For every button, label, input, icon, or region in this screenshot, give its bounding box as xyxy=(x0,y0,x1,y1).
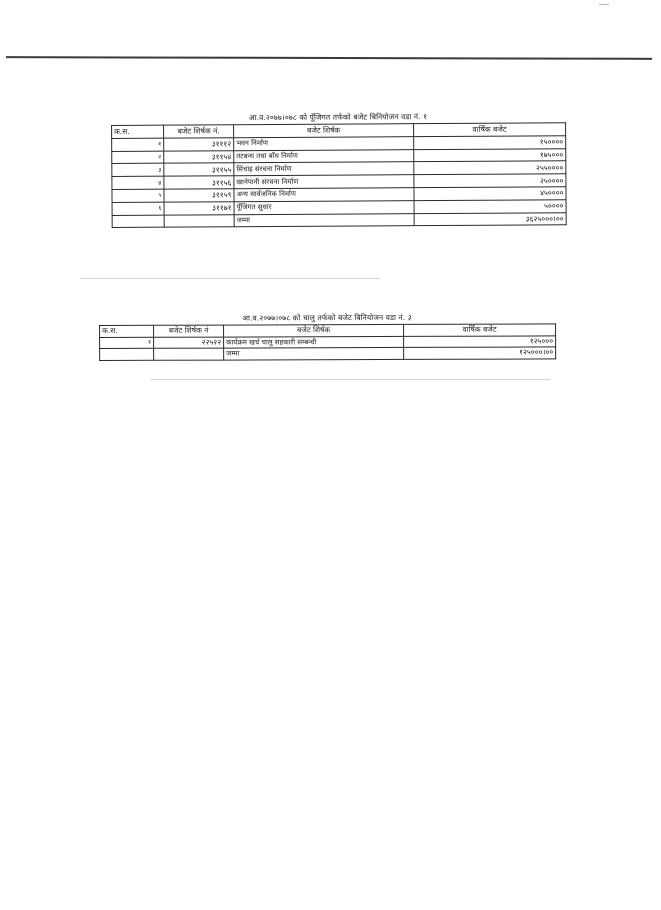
total-sn-empty xyxy=(100,348,154,360)
row-sn: ५ xyxy=(112,189,164,202)
table-total-row xyxy=(112,212,566,228)
row-title: भवन निर्माण xyxy=(234,136,414,150)
capital-budget-section xyxy=(111,111,566,228)
row-amount: ५०००० xyxy=(414,200,566,214)
row-amount: १२५००० xyxy=(404,335,556,347)
col-header-amount: वार्षिक बजेट xyxy=(414,123,566,137)
row-amount: ४५०००० xyxy=(414,187,566,201)
capital-budget-table xyxy=(111,122,567,228)
scan-speck xyxy=(599,4,609,5)
row-amount: १७५००० xyxy=(414,148,566,162)
col-header-code: बजेट शिर्षक नं. xyxy=(164,125,234,138)
total-amount: ३६२५०००।०० xyxy=(414,212,566,226)
total-label: जम्मा xyxy=(234,213,414,227)
row-title: सिंचाइ संरचना निर्माण xyxy=(234,162,414,176)
total-code-empty xyxy=(154,348,224,360)
page-top-rule xyxy=(6,56,652,60)
row-sn: १ xyxy=(100,337,154,349)
row-sn: ३ xyxy=(112,164,164,177)
capital-budget-title: आ.व.२०७७।०७८ को पूँजिगत तर्फको बजेट बिनियोजन वडा नं. १ xyxy=(248,112,428,123)
col-header-amount: वार्षिक बजेट xyxy=(404,324,556,336)
row-title: अन्य सार्वजनिक निर्माण xyxy=(234,188,414,202)
row-amount: १५०००० xyxy=(414,136,566,150)
row-sn: २ xyxy=(112,151,164,164)
total-label: जम्मा xyxy=(224,347,404,359)
scan-mark xyxy=(80,278,380,279)
row-code: ३११५५ xyxy=(164,163,234,176)
row-code: ३१११२ xyxy=(164,138,234,151)
row-amount: २५५०००० xyxy=(414,161,566,175)
row-sn: १ xyxy=(112,138,164,151)
scan-mark xyxy=(150,379,550,380)
table-total-row xyxy=(100,347,556,360)
current-budget-table xyxy=(99,323,556,360)
row-title: कार्यक्रम खर्च चालु सहकारी सम्बन्धी xyxy=(224,336,404,348)
row-sn: ६ xyxy=(112,202,164,215)
col-header-title: बजेट शिर्षक xyxy=(224,324,404,336)
total-amount: १२५०००।०० xyxy=(404,347,556,359)
row-code: २२५२२ xyxy=(154,337,224,349)
total-sn-empty xyxy=(112,215,164,228)
col-header-code: बजेट शिर्षक नं xyxy=(154,325,224,337)
row-title: पूँजिगत सुधार xyxy=(234,200,414,214)
row-sn: ४ xyxy=(112,176,164,189)
row-title: खानेपानी संरचना निर्माण xyxy=(234,175,414,189)
row-amount: २५०००० xyxy=(414,174,566,188)
row-code: ३११५६ xyxy=(164,176,234,189)
col-header-title: बजेट शिर्षक xyxy=(234,124,414,138)
row-code: ३११५४ xyxy=(164,150,234,163)
row-code: ३११५९ xyxy=(164,189,234,202)
col-header-sn: क.स. xyxy=(112,125,164,138)
current-budget-title: आ.व.२०७७।०७८ को चालु तर्फको बजेट बिनियोजन वडा नं. ३ xyxy=(242,312,412,323)
row-code: ३११७१ xyxy=(164,202,234,215)
col-header-sn: क.स. xyxy=(100,325,154,337)
current-budget-section xyxy=(99,312,555,360)
row-title: तटबन्ध तथा बाँध निर्माण xyxy=(234,149,414,163)
total-code-empty xyxy=(164,214,234,227)
